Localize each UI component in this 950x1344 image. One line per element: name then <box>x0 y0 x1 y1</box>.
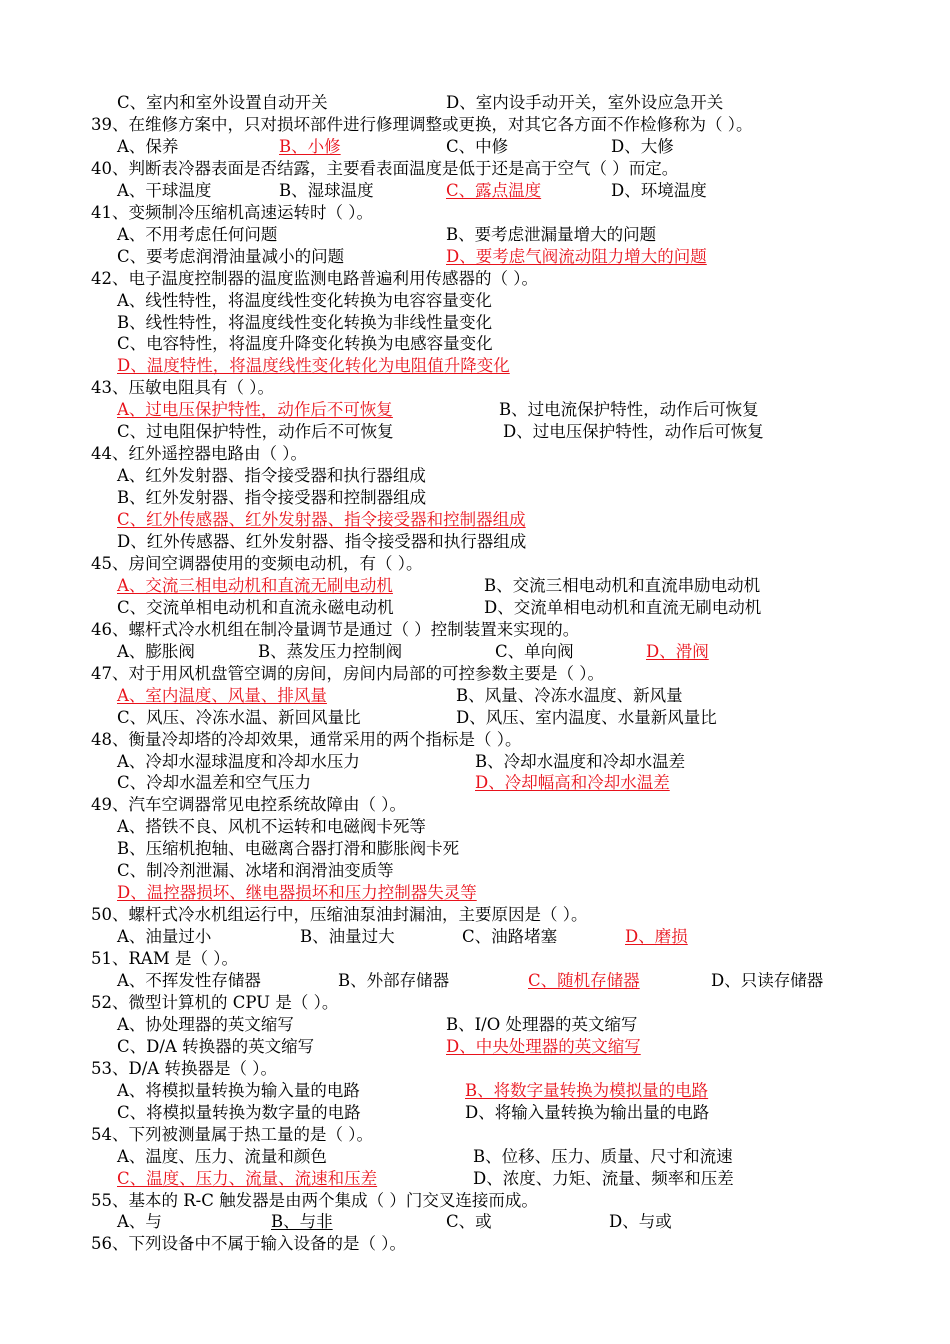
option-text: D、浓度、力矩、流量、频率和压差 <box>473 1168 734 1188</box>
option-text: C、将模拟量转换为数字量的电路 <box>117 1102 361 1122</box>
text-line <box>0 904 950 926</box>
question-stem: 44、红外遥控器电路由（ ）。 <box>91 444 307 464</box>
question-stem: 47、对于用风机盘管空调的房间，房间内局部的可控参数主要是（ ）。 <box>91 663 604 683</box>
option-text: B、蒸发压力控制阀 <box>258 641 403 661</box>
question-stem: 43、压敏电阻具有（ ）。 <box>91 378 274 398</box>
option-text: A、红外发射器、指令接受器和执行器组成 <box>117 466 426 486</box>
text-line <box>0 1058 950 1080</box>
option-text: B、位移、压力、质量、尺寸和流速 <box>473 1146 733 1166</box>
option-text: B、冷却水温度和冷却水温差 <box>475 751 686 771</box>
option-text: D、红外传感器、红外发射器、指令接受器和执行器组成 <box>117 532 527 551</box>
answer-option: D、温度特性，将温度线性变化转化为电阻值升降变化 <box>117 356 510 376</box>
text-line <box>0 509 950 531</box>
option-text: D、环境温度 <box>611 180 707 200</box>
text-line <box>0 882 950 904</box>
text-line <box>0 794 950 816</box>
text-line <box>0 1190 950 1212</box>
text-line <box>0 92 950 114</box>
text-line <box>0 114 950 136</box>
option-text: C、油路堵塞 <box>462 927 558 947</box>
text-line <box>0 1102 950 1124</box>
text-line <box>0 619 950 641</box>
text-line <box>0 487 950 509</box>
answer-option: D、温控器损坏、继电器损坏和压力控制器失灵等 <box>117 883 477 903</box>
text-line <box>0 1233 950 1255</box>
text-line <box>0 246 950 268</box>
question-stem: 52、微型计算机的 CPU 是（ ）。 <box>91 992 339 1012</box>
option-text: C、D/A 转换器的英文缩写 <box>117 1036 315 1056</box>
answer-option: D、要考虑气阀流动阻力增大的问题 <box>446 246 707 266</box>
answer-option: D、中央处理器的英文缩写 <box>446 1036 641 1056</box>
option-text: A、与 <box>117 1212 162 1232</box>
text-line <box>0 224 950 246</box>
text-line <box>0 1168 950 1190</box>
option-text: C、冷却水温差和空气压力 <box>117 773 312 793</box>
option-text: C、中修 <box>446 136 509 156</box>
text-line <box>0 312 950 334</box>
question-stem: 55、基本的 R-C 触发器是由两个集成（ ）门交叉连接而成。 <box>91 1190 538 1210</box>
answer-option: D、冷却幅高和冷却水温差 <box>475 773 670 793</box>
text-line <box>0 158 950 180</box>
text-line <box>0 399 950 421</box>
question-stem: 46、螺杆式冷水机组在制冷量调节是通过（ ）控制装置来实现的。 <box>91 619 580 639</box>
question-stem: 56、下列设备中不属于输入设备的是（ ）。 <box>91 1234 406 1254</box>
text-line <box>0 553 950 575</box>
option-text: D、室内设手动开关，室外设应急开关 <box>446 93 724 112</box>
option-text: C、交流单相电动机和直流永磁电动机 <box>117 597 394 617</box>
text-line <box>0 729 950 751</box>
text-line <box>0 751 950 773</box>
text-line <box>0 531 950 553</box>
question-stem: 41、变频制冷压缩机高速运转时（ ）。 <box>91 202 373 222</box>
answer-option: A、交流三相电动机和直流无刷电动机 <box>117 575 393 595</box>
question-stem: 40、判断表冷器表面是否结露，主要看表面温度是低于还是高于空气（ ）而定。 <box>91 158 679 178</box>
text-line <box>0 421 950 443</box>
option-text: D、与或 <box>609 1212 672 1232</box>
question-stem: 51、RAM 是（ ）。 <box>91 949 238 969</box>
option-text: A、温度、压力、流量和颜色 <box>117 1146 327 1166</box>
text-line <box>0 355 950 377</box>
option-text: A、保养 <box>117 136 179 156</box>
text-line <box>0 685 950 707</box>
text-line <box>0 641 950 663</box>
option-text: A、线性特性，将温度线性变化转换为电容容量变化 <box>117 290 492 310</box>
option-text: B、过电流保护特性，动作后可恢复 <box>499 400 759 420</box>
option-text: A、不用考虑任何问题 <box>117 224 278 244</box>
text-line <box>0 860 950 882</box>
text-line <box>0 597 950 619</box>
text-line <box>0 948 950 970</box>
question-stem: 42、电子温度控制器的温度监测电路普遍利用传感器的（ ）。 <box>91 268 538 288</box>
question-stem: 48、衡量冷却塔的冷却效果，通常采用的两个指标是（ ）。 <box>91 729 522 749</box>
option-text: C、室内和室外设置自动开关 <box>117 93 328 112</box>
option-text: B、压缩机抱轴、电磁离合器打滑和膨胀阀卡死 <box>117 839 460 859</box>
option-text: C、风压、冷冻水温、新回风量比 <box>117 707 361 727</box>
option-text: B、外部存储器 <box>338 971 450 990</box>
option-text: B、线性特性，将温度线性变化转换为非线性量变化 <box>117 312 493 332</box>
text-line <box>0 575 950 597</box>
option-text: A、冷却水湿球温度和冷却水压力 <box>117 751 360 771</box>
text-line <box>0 970 950 992</box>
option-text: B、湿球温度 <box>279 180 374 200</box>
text-line <box>0 1080 950 1102</box>
text-line <box>0 1124 950 1146</box>
question-stem: 54、下列被测量属于热工量的是（ ）。 <box>91 1124 373 1144</box>
text-line <box>0 465 950 487</box>
option-text: A、干球温度 <box>117 180 212 200</box>
text-line <box>0 1014 950 1036</box>
text-line <box>0 992 950 1014</box>
text-line <box>0 377 950 399</box>
text-line <box>0 268 950 290</box>
option-text: C、或 <box>446 1212 492 1232</box>
text-line <box>0 180 950 202</box>
text-line <box>0 663 950 685</box>
question-stem: 45、房间空调器使用的变频电动机，有（ ）。 <box>91 553 423 573</box>
option-text: C、制冷剂泄漏、冰堵和润滑油变质等 <box>117 861 394 881</box>
option-text: B、I/O 处理器的英文缩写 <box>446 1014 638 1034</box>
text-line <box>0 926 950 948</box>
option-text: C、电容特性，将温度升降变化转换为电感容量变化 <box>117 334 493 354</box>
answer-option: A、过电压保护特性，动作后不可恢复 <box>117 400 393 420</box>
answer-option: B、小修 <box>279 136 341 156</box>
option-text: A、协处理器的英文缩写 <box>117 1014 294 1034</box>
option-text: D、将输入量转换为输出量的电路 <box>465 1102 710 1122</box>
option-text: B、要考虑泄漏量增大的问题 <box>446 224 657 244</box>
option-text: C、要考虑润滑油量减小的问题 <box>117 246 345 266</box>
text-line <box>0 838 950 860</box>
question-stem: 49、汽车空调器常见电控系统故障由（ ）。 <box>91 795 406 815</box>
question-stem: 53、D/A 转换器是（ ）。 <box>91 1058 277 1078</box>
option-text: B、交流三相电动机和直流串励电动机 <box>484 575 761 595</box>
answer-option: D、滑阀 <box>646 641 709 661</box>
answer-option: A、室内温度、风量、排风量 <box>117 685 327 705</box>
answer-option: C、温度、压力、流量、流速和压差 <box>117 1168 378 1188</box>
option-text: C、过电阻保护特性，动作后不可恢复 <box>117 422 394 442</box>
option-text: C、单向阀 <box>495 641 574 661</box>
text-line <box>0 707 950 729</box>
option-text: D、大修 <box>611 136 674 156</box>
answer-option: B、将数字量转换为模拟量的电路 <box>465 1080 709 1100</box>
text-line <box>0 443 950 465</box>
option-text: D、交流单相电动机和直流无刷电动机 <box>484 597 762 617</box>
text-line <box>0 772 950 794</box>
answer-option: C、随机存储器 <box>528 971 640 990</box>
option-text: B、风量、冷冻水温度、新风量 <box>456 685 683 705</box>
answer-option: C、露点温度 <box>446 180 542 200</box>
option-text: A、膨胀阀 <box>117 641 195 661</box>
option-text: B、与非 <box>271 1212 333 1232</box>
question-stem: 50、螺杆式冷水机组运行中，压缩油泵油封漏油，主要原因是（ ）。 <box>91 905 588 925</box>
answer-option: D、磨损 <box>625 927 688 947</box>
option-text: D、过电压保护特性，动作后可恢复 <box>503 422 764 442</box>
text-line <box>0 202 950 224</box>
option-text: D、只读存储器 <box>711 971 824 990</box>
option-text: D、风压、室内温度、水量新风量比 <box>456 707 717 727</box>
option-text: A、油量过小 <box>117 927 212 947</box>
option-text: B、红外发射器、指令接受器和控制器组成 <box>117 488 427 508</box>
answer-option: C、红外传感器、红外发射器、指令接受器和控制器组成 <box>117 510 526 530</box>
text-line <box>0 1146 950 1168</box>
text-line <box>0 333 950 355</box>
text-line <box>0 1036 950 1058</box>
text-line <box>0 136 950 158</box>
option-text: B、油量过大 <box>300 927 395 947</box>
text-line <box>0 1211 950 1233</box>
text-line <box>0 816 950 838</box>
option-text: A、搭铁不良、风机不运转和电磁阀卡死等 <box>117 817 426 837</box>
question-stem: 39、在维修方案中，只对损坏部件进行修理调整或更换，对其它各方面不作检修称为（ ）。 <box>91 114 753 134</box>
option-text: A、将模拟量转换为输入量的电路 <box>117 1080 360 1100</box>
option-text: A、不挥发性存储器 <box>117 971 261 990</box>
text-line <box>0 290 950 312</box>
